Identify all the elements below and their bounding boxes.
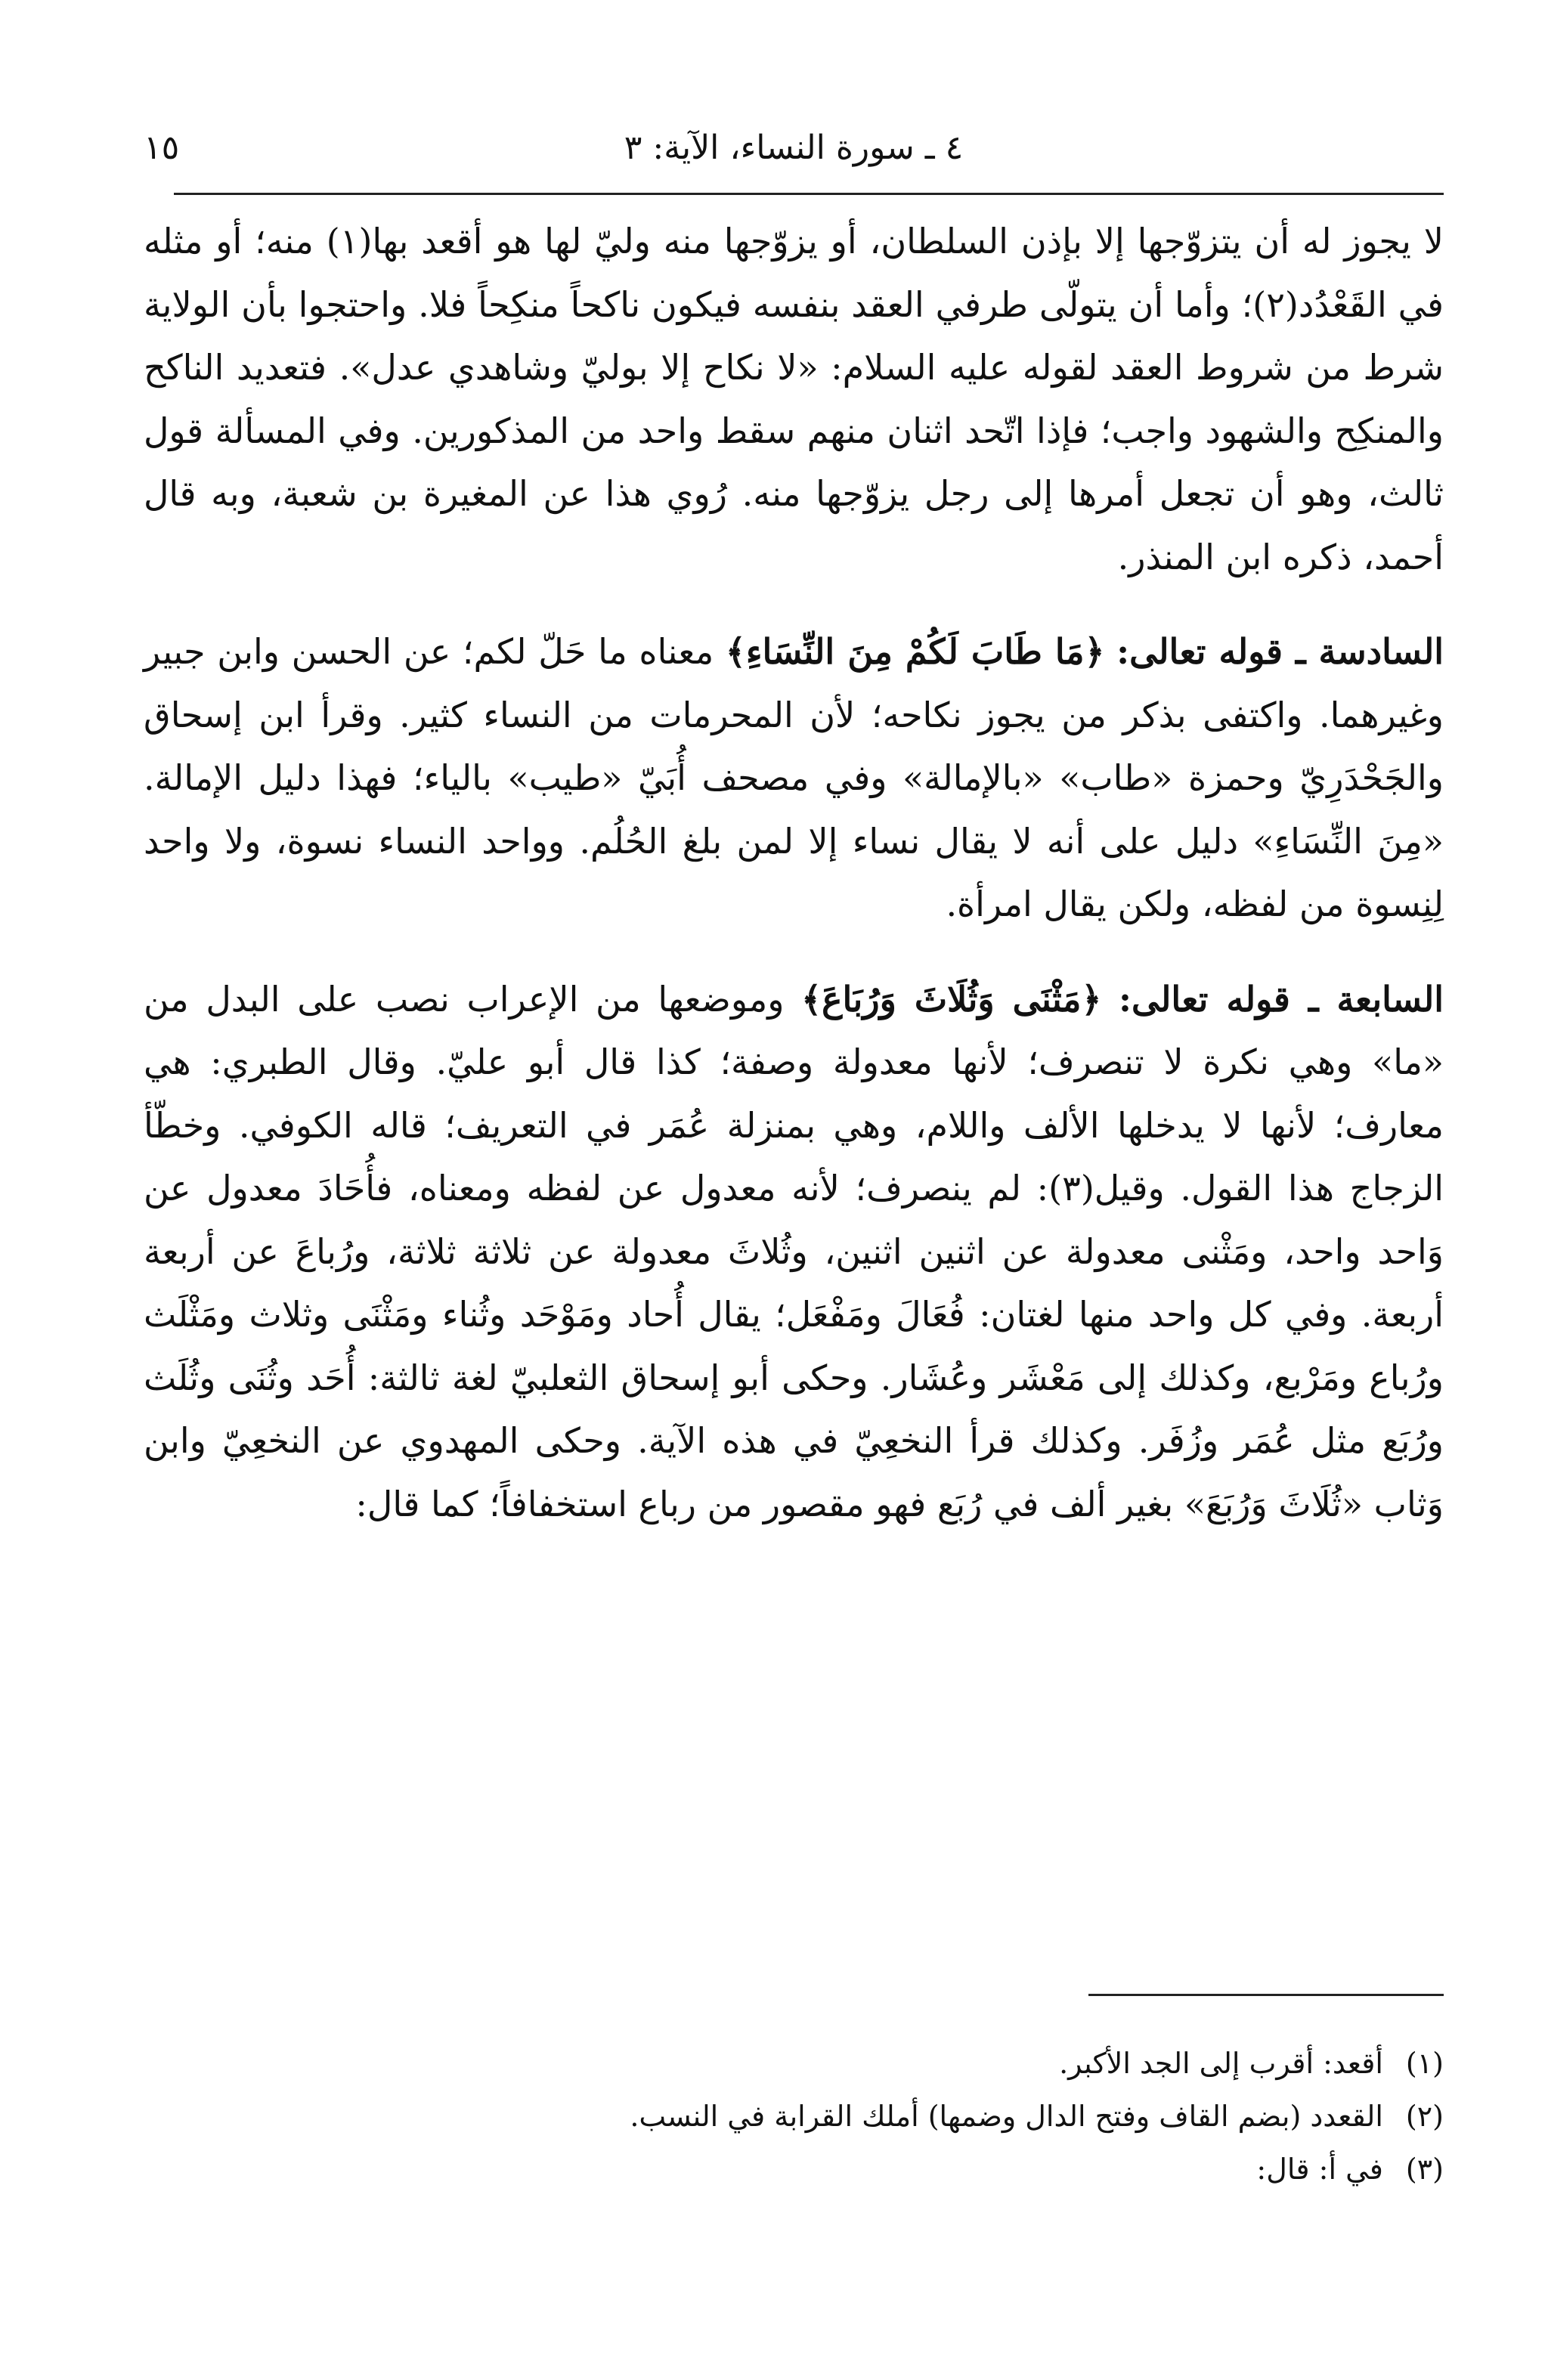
paragraph-continuation [144,210,1444,589]
header-divider [174,193,1444,195]
paragraph-text: معناه ما حَلّ لكم؛ عن الحسن وابن جبير وغيرهما. واكتفى بذكر من يجوز نكاحه؛ لأن المحرمات من النساء كثير. وقرأ ابن إسحاق والجَحْدَرِيّ وحمزة «طاب» «بالإمالة» وفي مصحف أُبَيّ «طيب» بالياء؛ فهذا دليل الإمالة. «مِنَ النِّسَاءِ» دليل على أنه لا يقال نساء إلا لمن بلغ الحُلُم. وواحد النساء نسوة، ولا واحد لِنِسوة من لفظه، ولكن يقال امرأة. [144,631,1444,924]
quran-verse: ﴿مَا طَابَ لَكُمْ مِنَ النِّسَاءِ﴾ [725,631,1105,672]
paragraph-text: لا يجوز له أن يتزوّجها إلا بإذن السلطان، أو يزوّجها منه وليّ لها هو أقعد بها(١) منه؛ أو مثله في القَعْدُد(٢)؛ وأما أن يتولّى طرفي العقد بنفسه فيكون ناكحاً منكِحاً فلا. واحتجوا بأن الولاية شرط من شروط العقد لقوله عليه السلام: «لا نكاح إلا بوليّ وشاهدي عدل». فتعديد الناكح والمنكِح والشهود واجب؛ فإذا اتّحد اثنان منهم سقط واحد من المذكورين. وفي المسألة قول ثالث، وهو أن تجعل أمرها إلى رجل يزوّجها منه. رُوي هذا عن المغيرة بن شعبة، وبه قال أحمد، ذكره ابن المنذر. [144,221,1444,577]
quran-verse: ﴿مَثْنَى وَثُلَاثَ وَرُبَاعَ﴾ [801,978,1102,1020]
footnotes [144,2037,1444,2196]
footnote-text: القعدد (بضم القاف وفتح الدال وضمها) أملك القرابة في النسب. [630,2100,1383,2133]
footnote-number: (٣) [1405,2153,1444,2186]
page-number: ١٥ [144,128,180,167]
footnote-number: (٢) [1405,2100,1444,2133]
issue-heading: السادسة ـ قوله تعالى: [1116,631,1444,672]
paragraph-sixth-issue [144,621,1444,936]
footnote [144,2090,1444,2143]
footnote [144,2143,1444,2196]
footnote-divider [1088,1994,1444,1996]
footnote [144,2037,1444,2090]
footnote-text: أقعد: أقرب إلى الجد الأكبر. [1059,2047,1383,2080]
book-page [144,113,1444,2305]
issue-heading: السابعة ـ قوله تعالى: [1119,978,1444,1020]
running-title: ٤ ـ سورة النساء، الآية: ٣ [624,128,964,167]
page-header [144,113,1444,181]
paragraph-seventh-issue [144,968,1444,1537]
footnote-text: في أ: قال: [1256,2153,1383,2186]
footnote-number: (١) [1405,2047,1444,2080]
paragraph-text: وموضعها من الإعراب نصب على البدل من «ما» وهي نكرة لا تنصرف؛ لأنها معدولة وصفة؛ كذا قال أبو عليّ. وقال الطبري: هي معارف؛ لأنها لا يدخلها الألف واللام، وهي بمنزلة عُمَر في التعريف؛ قاله الكوفي. وخطّأ الزجاج هذا القول. وقيل(٣): لم ينصرف؛ لأنه معدول عن لفظه ومعناه، فأُحَادَ معدول عن وَاحد واحد، ومَثْنى معدولة عن اثنين اثنين، وثُلاثَ معدولة عن ثلاثة ثلاثة، ورُباعَ عن أربعة أربعة. وفي كل واحد منها لغتان: فُعَالَ ومَفْعَل؛ يقال أُحاد ومَوْحَد وثُناء ومَثْنَى وثلاث ومَثْلَث ورُباع ومَرْبع، وكذلك إلى مَعْشَر وعُشَار. وحكى أبو إسحاق الثعلبيّ لغة ثالثة: أُحَد وثُنَى وثُلَث ورُبَع مثل عُمَر وزُفَر. وكذلك قرأ النخعِيّ في هذه الآية. وحكى المهدوي عن النخعِيّ وابن وَثاب «ثُلَاثَ وَرُبَعَ» بغير ألف في رُبَع فهو مقصور من رباع استخفافاً؛ كما قال: [144,978,1444,1524]
main-text [144,210,1444,1536]
